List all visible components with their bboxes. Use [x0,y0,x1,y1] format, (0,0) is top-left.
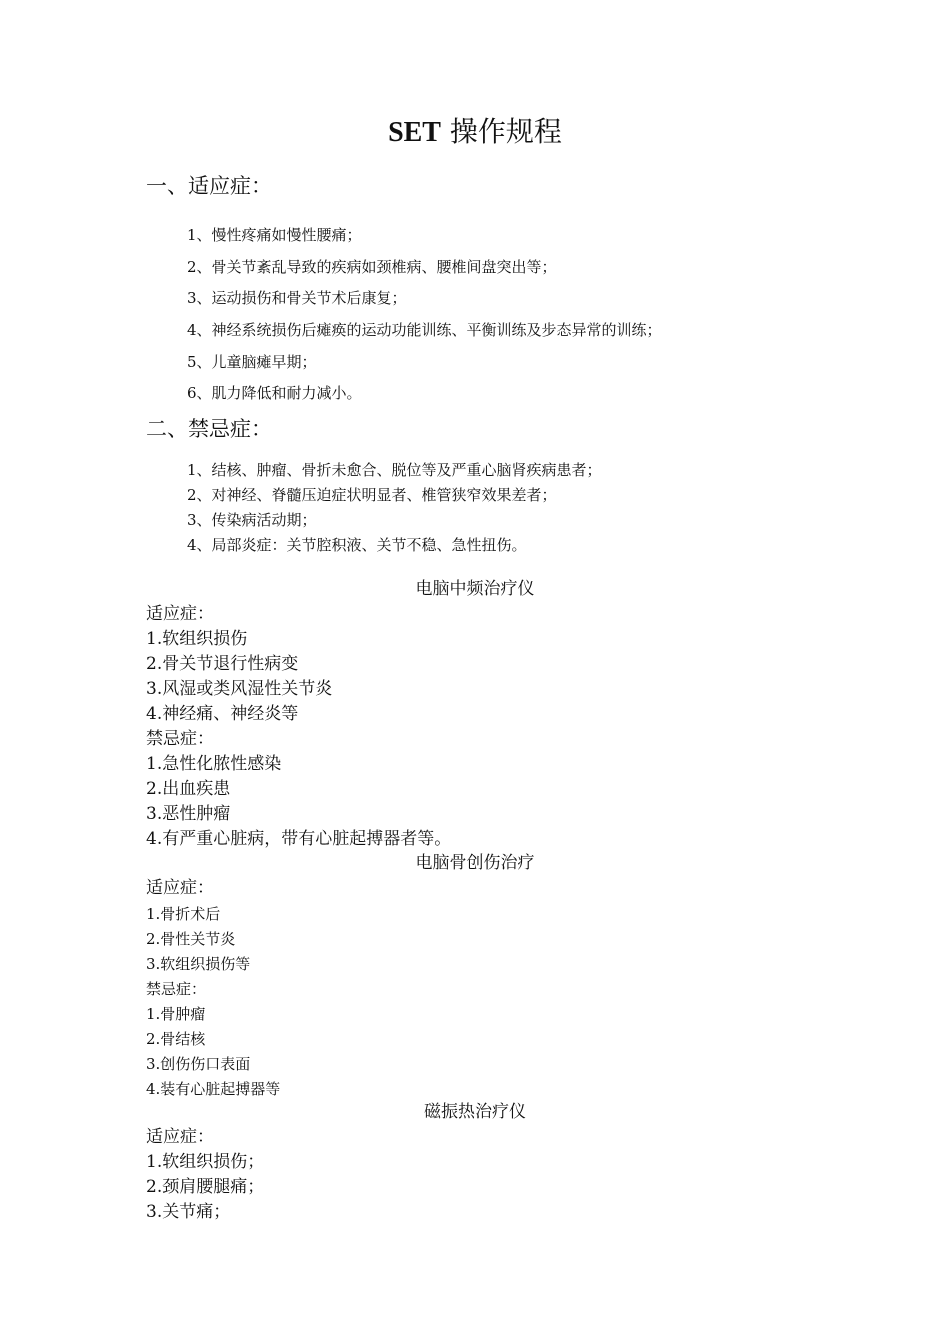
indications-label: 适应症： [146,878,214,898]
list-item: 4、局部炎症：关节腔积液、关节不稳、急性扭伤。 [187,536,527,554]
list-item: 1.骨折术后 [146,905,221,923]
list-item: 3.风湿或类风湿性关节炎 [146,679,333,699]
section-indications-heading: 一、适应症： [146,174,272,198]
page-title: SET 操作规程 [388,115,562,148]
list-item: 3.恶性肿瘤 [146,804,231,824]
list-item: 1.软组织损伤 [146,629,248,649]
contraindications-label: 禁忌症： [146,729,214,749]
device-title: 磁振热治疗仪 [424,1102,526,1122]
device-title: 电脑骨创伤治疗 [415,853,535,873]
list-item: 3、运动损伤和骨关节术后康复； [187,289,407,307]
list-item: 1.骨肿瘤 [146,1005,206,1023]
list-item: 2.颈肩腰腿痛； [146,1177,265,1197]
list-item: 4.装有心脏起搏器等 [146,1080,281,1098]
list-item: 5、儿童脑瘫早期； [187,353,317,371]
list-item: 1、慢性疼痛如慢性腰痛； [187,226,362,244]
list-item: 4、神经系统损伤后瘫痪的运动功能训练、平衡训练及步态异常的训练； [187,321,662,339]
list-item: 3.关节痛； [146,1202,231,1222]
contraindications-label: 禁忌症： [146,980,207,998]
indications-label: 适应症： [146,1127,214,1147]
list-item: 4.有严重心脏病，带有心脏起搏器者等。 [146,829,452,849]
list-item: 2.出血疾患 [146,779,231,799]
list-item: 3.软组织损伤等 [146,955,251,973]
indications-label: 适应症： [146,604,214,624]
section-contraindications-heading: 二、禁忌症： [146,417,272,441]
list-item: 2.骨性关节炎 [146,930,236,948]
list-item: 1.急性化脓性感染 [146,754,282,774]
list-item: 4.神经痛、神经炎等 [146,704,299,724]
list-item: 3.创伤伤口表面 [146,1055,251,1073]
list-item: 1.软组织损伤； [146,1152,265,1172]
list-item: 2.骨关节退行性病变 [146,654,299,674]
list-item: 2、对神经、脊髓压迫症状明显者、椎管狭窄效果差者； [187,486,557,504]
list-item: 2.骨结核 [146,1030,206,1048]
list-item: 2、骨关节紊乱导致的疾病如颈椎病、腰椎间盘突出等； [187,258,557,276]
list-item: 1、结核、肿瘤、骨折未愈合、脱位等及严重心脑肾疾病患者； [187,461,602,479]
list-item: 3、传染病活动期； [187,511,317,529]
list-item: 6、肌力降低和耐力减小。 [187,384,362,402]
device-title: 电脑中频治疗仪 [415,579,535,599]
